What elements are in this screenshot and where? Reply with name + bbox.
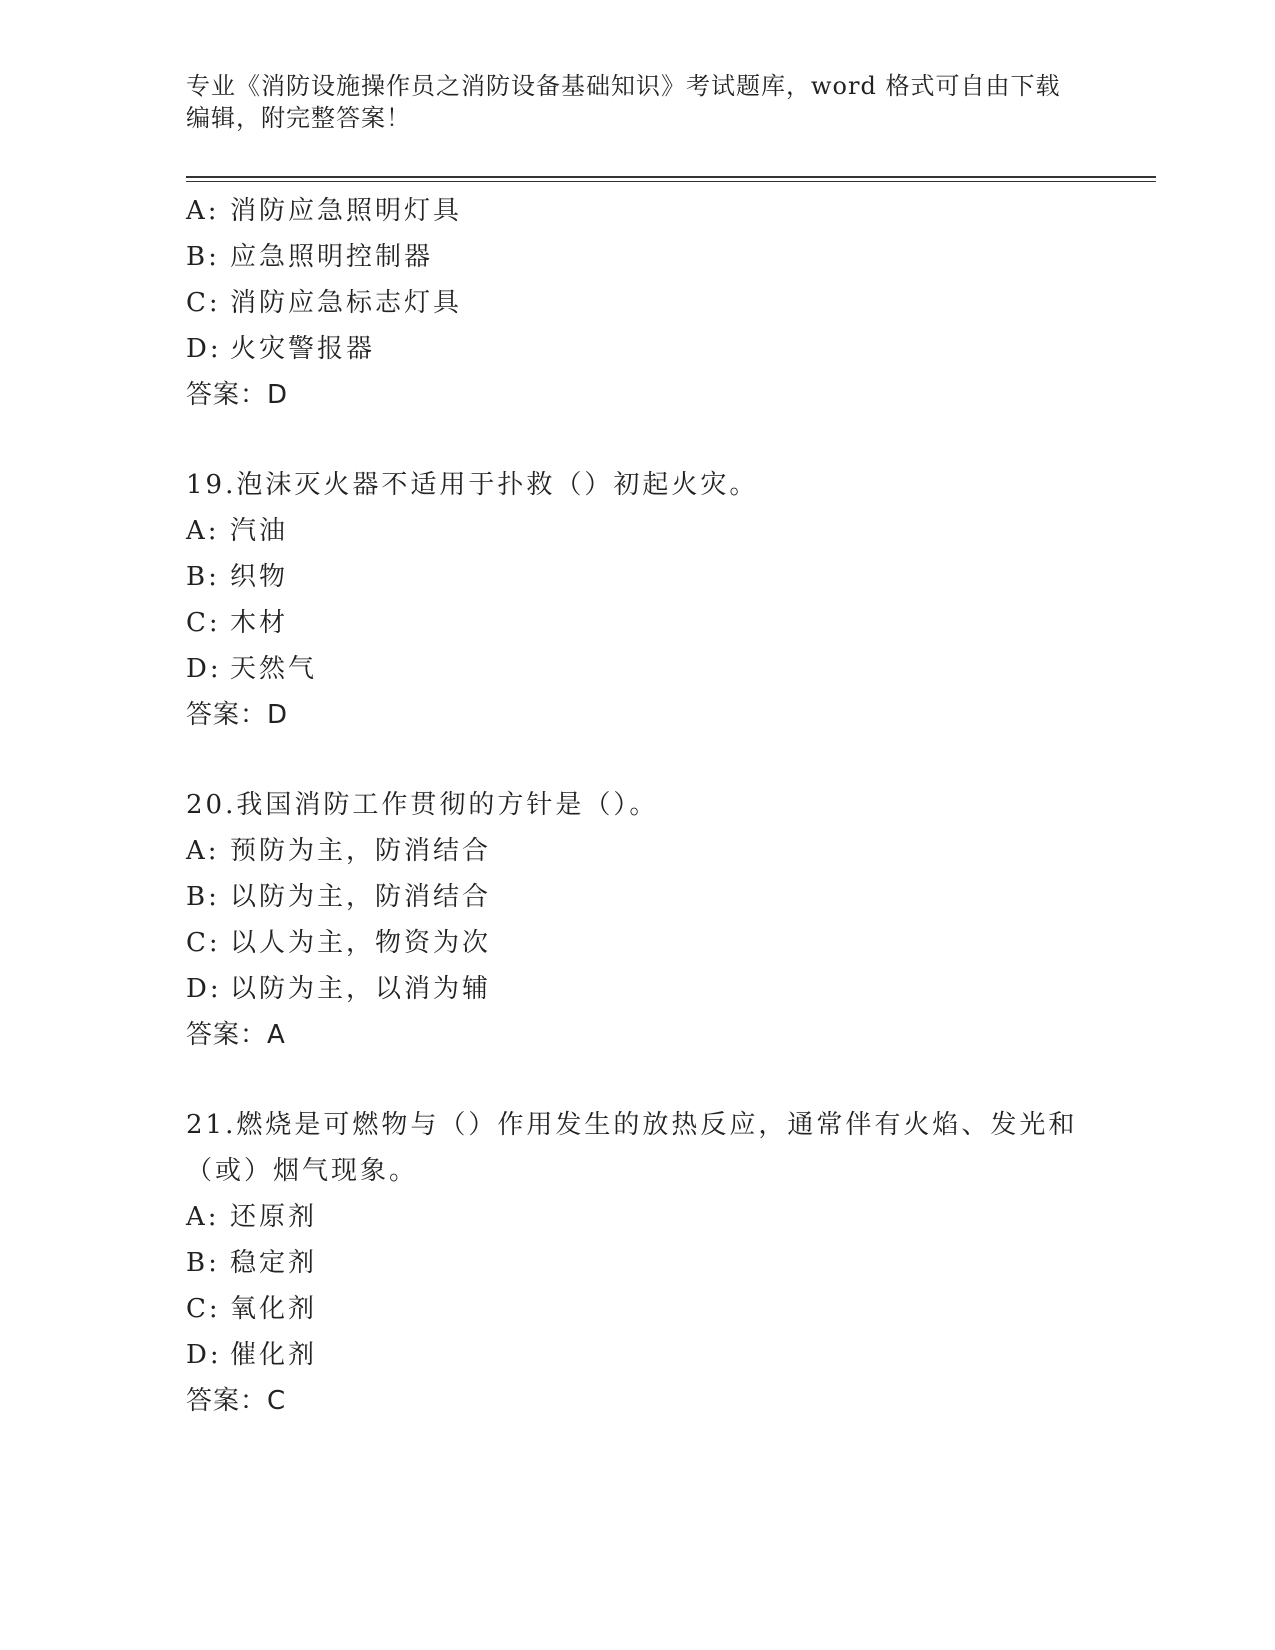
option-c: C: 氧化剂 bbox=[186, 1294, 318, 1324]
option-b: B: 织物 bbox=[186, 562, 289, 592]
question-list bbox=[186, 188, 1086, 1424]
option-c: C: 木材 bbox=[186, 608, 289, 638]
header-divider-thick bbox=[186, 176, 1156, 178]
option-a: A: 消防应急照明灯具 bbox=[186, 196, 463, 226]
option-b: B: 应急照明控制器 bbox=[186, 242, 434, 272]
option-b: B: 以防为主，防消结合 bbox=[186, 882, 492, 912]
option-a: A: 汽油 bbox=[186, 516, 289, 546]
answer-line: 答案：C bbox=[186, 1386, 287, 1416]
option-d: D: 以防为主，以消为辅 bbox=[186, 974, 492, 1004]
answer-line: 答案：A bbox=[186, 1020, 286, 1050]
document-header: 专业《消防设施操作员之消防设备基础知识》考试题库，word 格式可自由下载编辑，附完整答案！ bbox=[186, 72, 1061, 132]
option-c: C: 消防应急标志灯具 bbox=[186, 288, 463, 318]
option-d: D: 火灾警报器 bbox=[186, 334, 376, 364]
header-divider-thin bbox=[186, 181, 1156, 182]
question-text: 21.燃烧是可燃物与（）作用发生的放热反应，通常伴有火焰、发光和（或）烟气现象。 bbox=[186, 1110, 1078, 1186]
question-text: 20.我国消防工作贯彻的方针是（）。 bbox=[186, 790, 659, 820]
question-block-continued bbox=[186, 188, 1086, 418]
answer-line: 答案：D bbox=[186, 380, 289, 410]
option-d: D: 催化剂 bbox=[186, 1340, 318, 1370]
option-a: A: 预防为主，防消结合 bbox=[186, 836, 492, 866]
option-c: C: 以人为主，物资为次 bbox=[186, 928, 492, 958]
question-block-20 bbox=[186, 782, 1086, 1058]
question-text: 19.泡沫灭火器不适用于扑救（）初起火灾。 bbox=[186, 470, 759, 500]
option-a: A: 还原剂 bbox=[186, 1202, 318, 1232]
answer-line: 答案：D bbox=[186, 700, 289, 730]
question-block-21 bbox=[186, 1102, 1086, 1424]
question-block-19 bbox=[186, 462, 1086, 738]
option-b: B: 稳定剂 bbox=[186, 1248, 318, 1278]
option-d: D: 天然气 bbox=[186, 654, 318, 684]
